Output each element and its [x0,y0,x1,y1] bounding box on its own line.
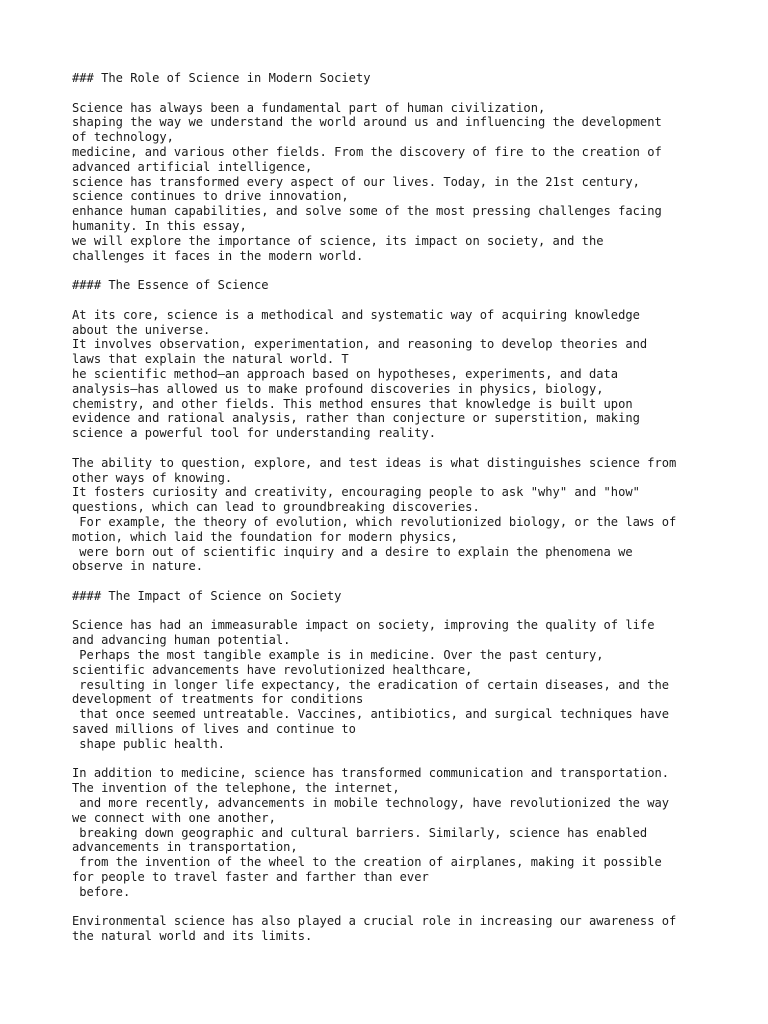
spacer [72,752,712,767]
heading-impact: #### The Impact of Science on Society [72,588,342,603]
text-line: that once seemed untreatable. Vaccines, antibiotics, and surgical techniques have [72,707,670,722]
text-line: The ability to question, explore, and test ideas is what distinguishes science from [72,455,677,470]
text-line: scientific advancements have revolutionized healthcare, [72,662,473,677]
text-line: were born out of scientific inquiry and a desire to explain the phenomena we [72,544,633,559]
text-line: questions, which can lead to groundbreaking discoveries. [72,500,480,515]
text-line: It fosters curiosity and creativity, encouraging people to ask "why" and "how" [72,485,640,500]
text-line: he scientific method—an approach based on hypotheses, experiments, and data [72,366,619,381]
text-line: we connect with one another, [72,810,276,825]
spacer [72,263,712,278]
text-line: enhance human capabilities, and solve some of the most pressing challenges facing [72,204,662,219]
text-line: analysis—has allowed us to make profound discoveries in physics, biology, [72,381,604,396]
spacer [72,441,712,456]
text-line: other ways of knowing. [72,470,233,485]
text-line: about the universe. [72,322,211,337]
text-line: advanced artificial intelligence, [72,159,313,174]
text-line: observe in nature. [72,559,204,574]
document-page [72,71,712,944]
text-line: humanity. In this essay, [72,218,247,233]
text-line: laws that explain the natural world. T [72,352,349,367]
text-line: science continues to drive innovation, [72,189,349,204]
text-line: medicine, and various other fields. From the discovery of fire to the creation of [72,144,662,159]
text-line: and advancing human potential. [72,633,291,648]
text-line: the natural world and its limits. [72,929,313,944]
document-title: ### The Role of Science in Modern Society [72,71,371,85]
spacer [72,86,712,101]
essence-paragraph-2 [72,456,712,574]
text-line: and more recently, advancements in mobile technology, have revolutionized the way [72,796,670,811]
spacer [72,900,712,915]
text-line: of technology, [72,130,174,145]
text-line: shape public health. [72,736,225,751]
text-line: Perhaps the most tangible example is in medicine. Over the past century, [72,648,604,663]
impact-paragraph-2 [72,766,712,899]
text-line: for people to travel faster and farther than ever [72,870,429,885]
text-line: breaking down geographic and cultural barriers. Similarly, science has enabled [72,825,648,840]
text-line: In addition to medicine, science has transformed communication and transportation. [72,766,670,781]
heading-essence: #### The Essence of Science [72,278,269,293]
text-line: science a powerful tool for understanding reality. [72,426,437,441]
text-line: before. [72,884,131,899]
text-line: science has transformed every aspect of our lives. Today, in the 21st century, [72,174,640,189]
text-line: we will explore the importance of science, its impact on society, and the [72,233,604,248]
spacer [72,604,712,619]
text-line: shaping the way we understand the world around us and influencing the development [72,115,662,130]
spacer [72,574,712,589]
text-line: Science has had an immeasurable impact on society, improving the quality of life [72,618,655,633]
text-line: evidence and rational analysis, rather than conjecture or superstition, making [72,411,640,426]
text-line: Science has always been a fundamental part of human civilization, [72,100,546,115]
text-line: advancements in transportation, [72,840,298,855]
text-line: motion, which laid the foundation for modern physics, [72,529,458,544]
text-line: development of treatments for conditions [72,692,364,707]
spacer [72,293,712,308]
text-line: from the invention of the wheel to the creation of airplanes, making it possible [72,855,662,870]
text-line: challenges it faces in the modern world. [72,248,364,263]
text-line: Environmental science has also played a crucial role in increasing our awareness of [72,914,677,929]
text-line: saved millions of lives and continue to [72,722,356,737]
impact-paragraph-1 [72,618,712,751]
text-line: At its core, science is a methodical and systematic way of acquiring knowledge [72,307,640,322]
text-line: resulting in longer life expectancy, the eradication of certain diseases, and the [72,677,670,692]
text-line: The invention of the telephone, the internet, [72,781,400,796]
essence-paragraph-1 [72,308,712,441]
text-line: chemistry, and other fields. This method ensures that knowledge is built upon [72,396,633,411]
text-line: For example, the theory of evolution, which revolutionized biology, or the laws of [72,514,677,529]
impact-paragraph-3 [72,914,712,944]
text-line: It involves observation, experimentation, and reasoning to develop theories and [72,337,648,352]
intro-paragraph [72,101,712,264]
